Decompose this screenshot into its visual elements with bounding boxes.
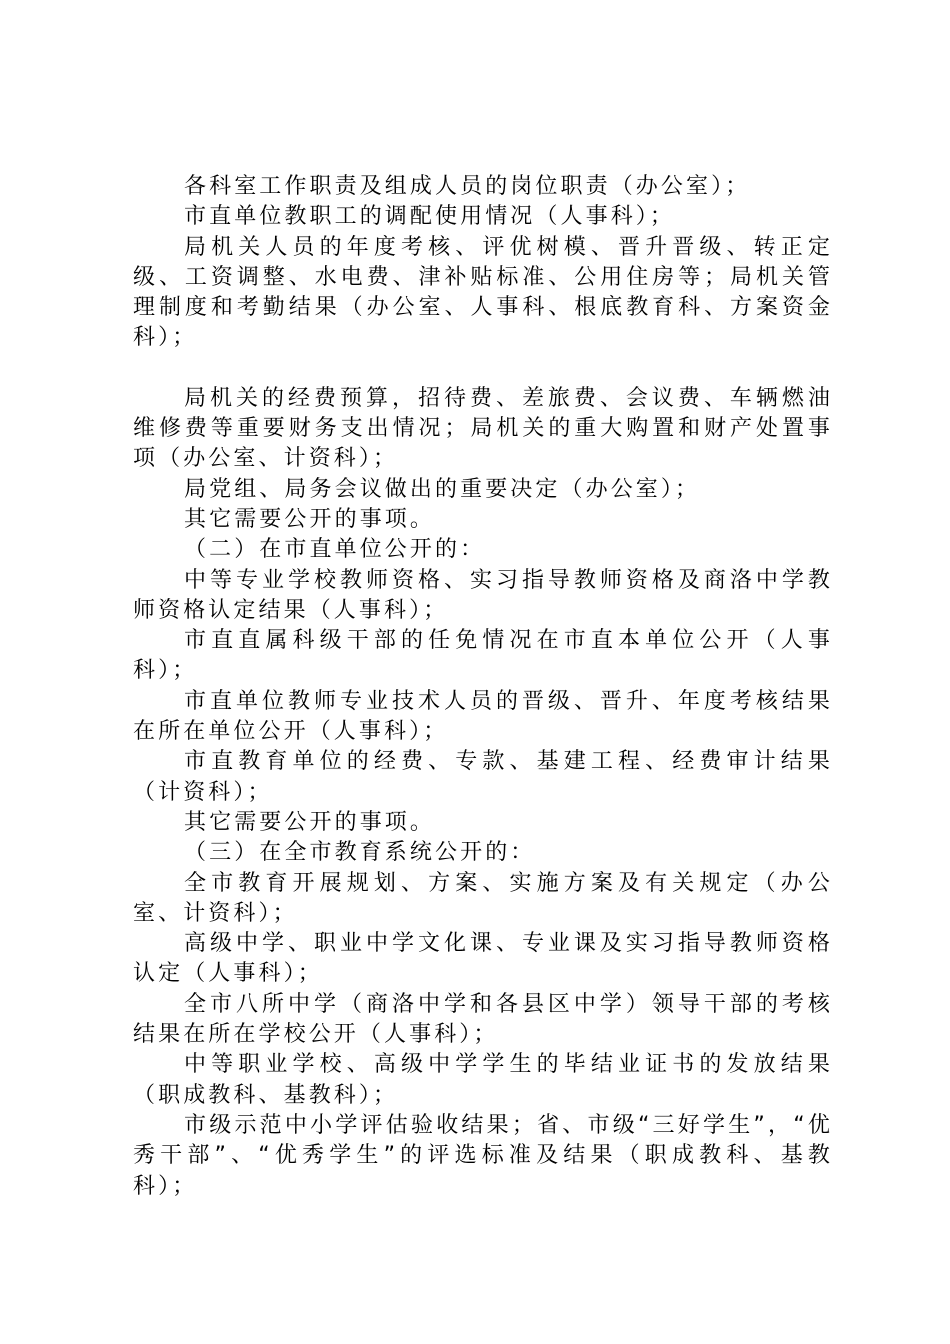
paragraph-bureau-budget: 局机关的经费预算，招待费、差旅费、会议费、车辆燃油维修费等重要财务支出情况；局机关的重大购置和财产处置事项（办公室、计资科）；: [133, 385, 833, 472]
paragraph-staff-allocation: 市直单位教职工的调配使用情况（人事科）；: [184, 204, 676, 230]
section-heading-2: （二）在市直单位公开的：: [184, 537, 486, 563]
paragraph-other-matters-2: 其它需要公开的事项。: [184, 809, 436, 835]
document-body: [133, 172, 833, 1202]
paragraph-funding-audit: 市直教育单位的经费、专款、基建工程、经费审计结果（计资科）；: [133, 749, 833, 805]
paragraph-high-school-qualification: 高级中学、职业中学文化课、专业课及实习指导教师资格认定（人事科）；: [133, 931, 833, 987]
paragraph-other-matters-1: 其它需要公开的事项。: [184, 506, 436, 532]
paragraph-education-plan: 全市教育开展规划、方案、实施方案及有关规定（办公室、计资科）；: [133, 870, 833, 926]
paragraph-spacer: [133, 354, 833, 384]
paragraph-model-school-awards: 市级示范中小学评估验收结果；省、市级“三好学生”，“优秀干部”、“优秀学生”的评选标准及结果（职成教科、基教科）；: [133, 1112, 833, 1199]
paragraph-cadre-appointment: 市直直属科级干部的任免情况在市直本单位公开（人事科）；: [133, 628, 833, 684]
paragraph-bureau-staff-assessment: 局机关人员的年度考核、评优树模、晋升晋级、转正定级、工资调整、水电费、津补贴标准、公用住房等；局机关管理制度和考勤结果（办公室、人事科、根底教育科、方案资金科）；: [133, 234, 833, 351]
paragraph-teacher-qualification: 中等专业学校教师资格、实习指导教师资格及商洛中学教师资格认定结果（人事科）；: [133, 567, 833, 623]
section-heading-3: （三）在全市教育系统公开的：: [184, 840, 536, 866]
paragraph-dept-duties: 各科室工作职责及组成人员的岗位职责（办公室）；: [184, 174, 751, 199]
paragraph-party-decisions: 局党组、局务会议做出的重要决定（办公室）；: [184, 476, 701, 502]
paragraph-certificates: 中等职业学校、高级中学学生的毕结业证书的发放结果（职成教科、基教科）；: [133, 1052, 833, 1108]
paragraph-promotion-results: 市直单位教师专业技术人员的晋级、晋升、年度考核结果在所在单位公开（人事科）；: [133, 688, 833, 745]
paragraph-leader-assessment: 全市八所中学（商洛中学和各县区中学）领导干部的考核结果在所在学校公开（人事科）；: [133, 991, 833, 1048]
